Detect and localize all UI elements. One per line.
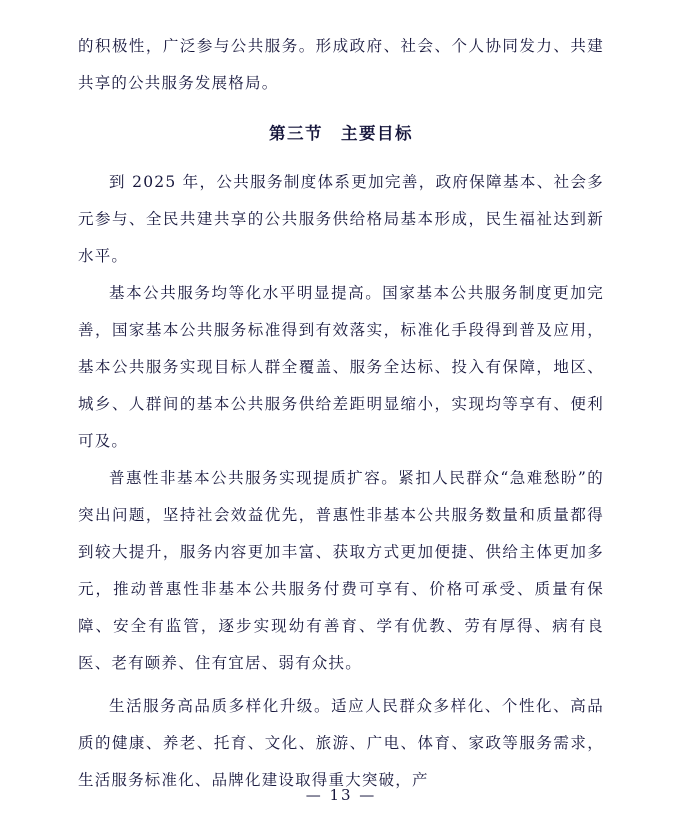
page-number: — 13 —: [305, 786, 377, 804]
section-title: 主要目标: [341, 124, 413, 143]
section-heading: [78, 114, 604, 154]
paragraph-continued-top: 的积极性，广泛参与公共服务。形成政府、社会、个人协同发力、共建共享的公共服务发展格局。: [78, 37, 604, 92]
paragraph-inclusive-services: 普惠性非基本公共服务实现提质扩容。紧扣人民群众“急难愁盼”的突出问题，坚持社会效益优先，普惠性非基本公共服务数量和质量都得到较大提升，服务内容更加丰富、获取方式更加便捷、供给主体更加多元，推动普惠性非基本公共服务付费可享有、价格可承受、质量有保障、安全有监管，逐步实现幼有善育、学有优教、劳有厚得、病有良医、老有颐养、住有宜居、弱有众扶。: [78, 469, 604, 672]
paragraph-life-services: 生活服务高品质多样化升级。适应人民群众多样化、个性化、高品质的健康、养老、托育、文化、旅游、广电、体育、家政等服务需求，生活服务标准化、品牌化建设取得重大突破，产: [78, 697, 604, 789]
paragraph-equalization: 基本公共服务均等化水平明显提高。国家基本公共服务制度更加完善，国家基本公共服务标准得到有效落实，标准化手段得到普及应用，基本公共服务实现目标人群全覆盖、服务全达标、投入有保障，地区、城乡、人群间的基本公共服务供给差距明显缩小，实现均等享有、便利可及。: [78, 284, 604, 450]
section-number: 第三节: [269, 124, 323, 143]
paragraph-2025-goals: 到 2025 年，公共服务制度体系更加完善，政府保障基本、社会多元参与、全民共建共享的公共服务供给格局基本形成，民生福祉达到新水平。: [78, 173, 604, 265]
